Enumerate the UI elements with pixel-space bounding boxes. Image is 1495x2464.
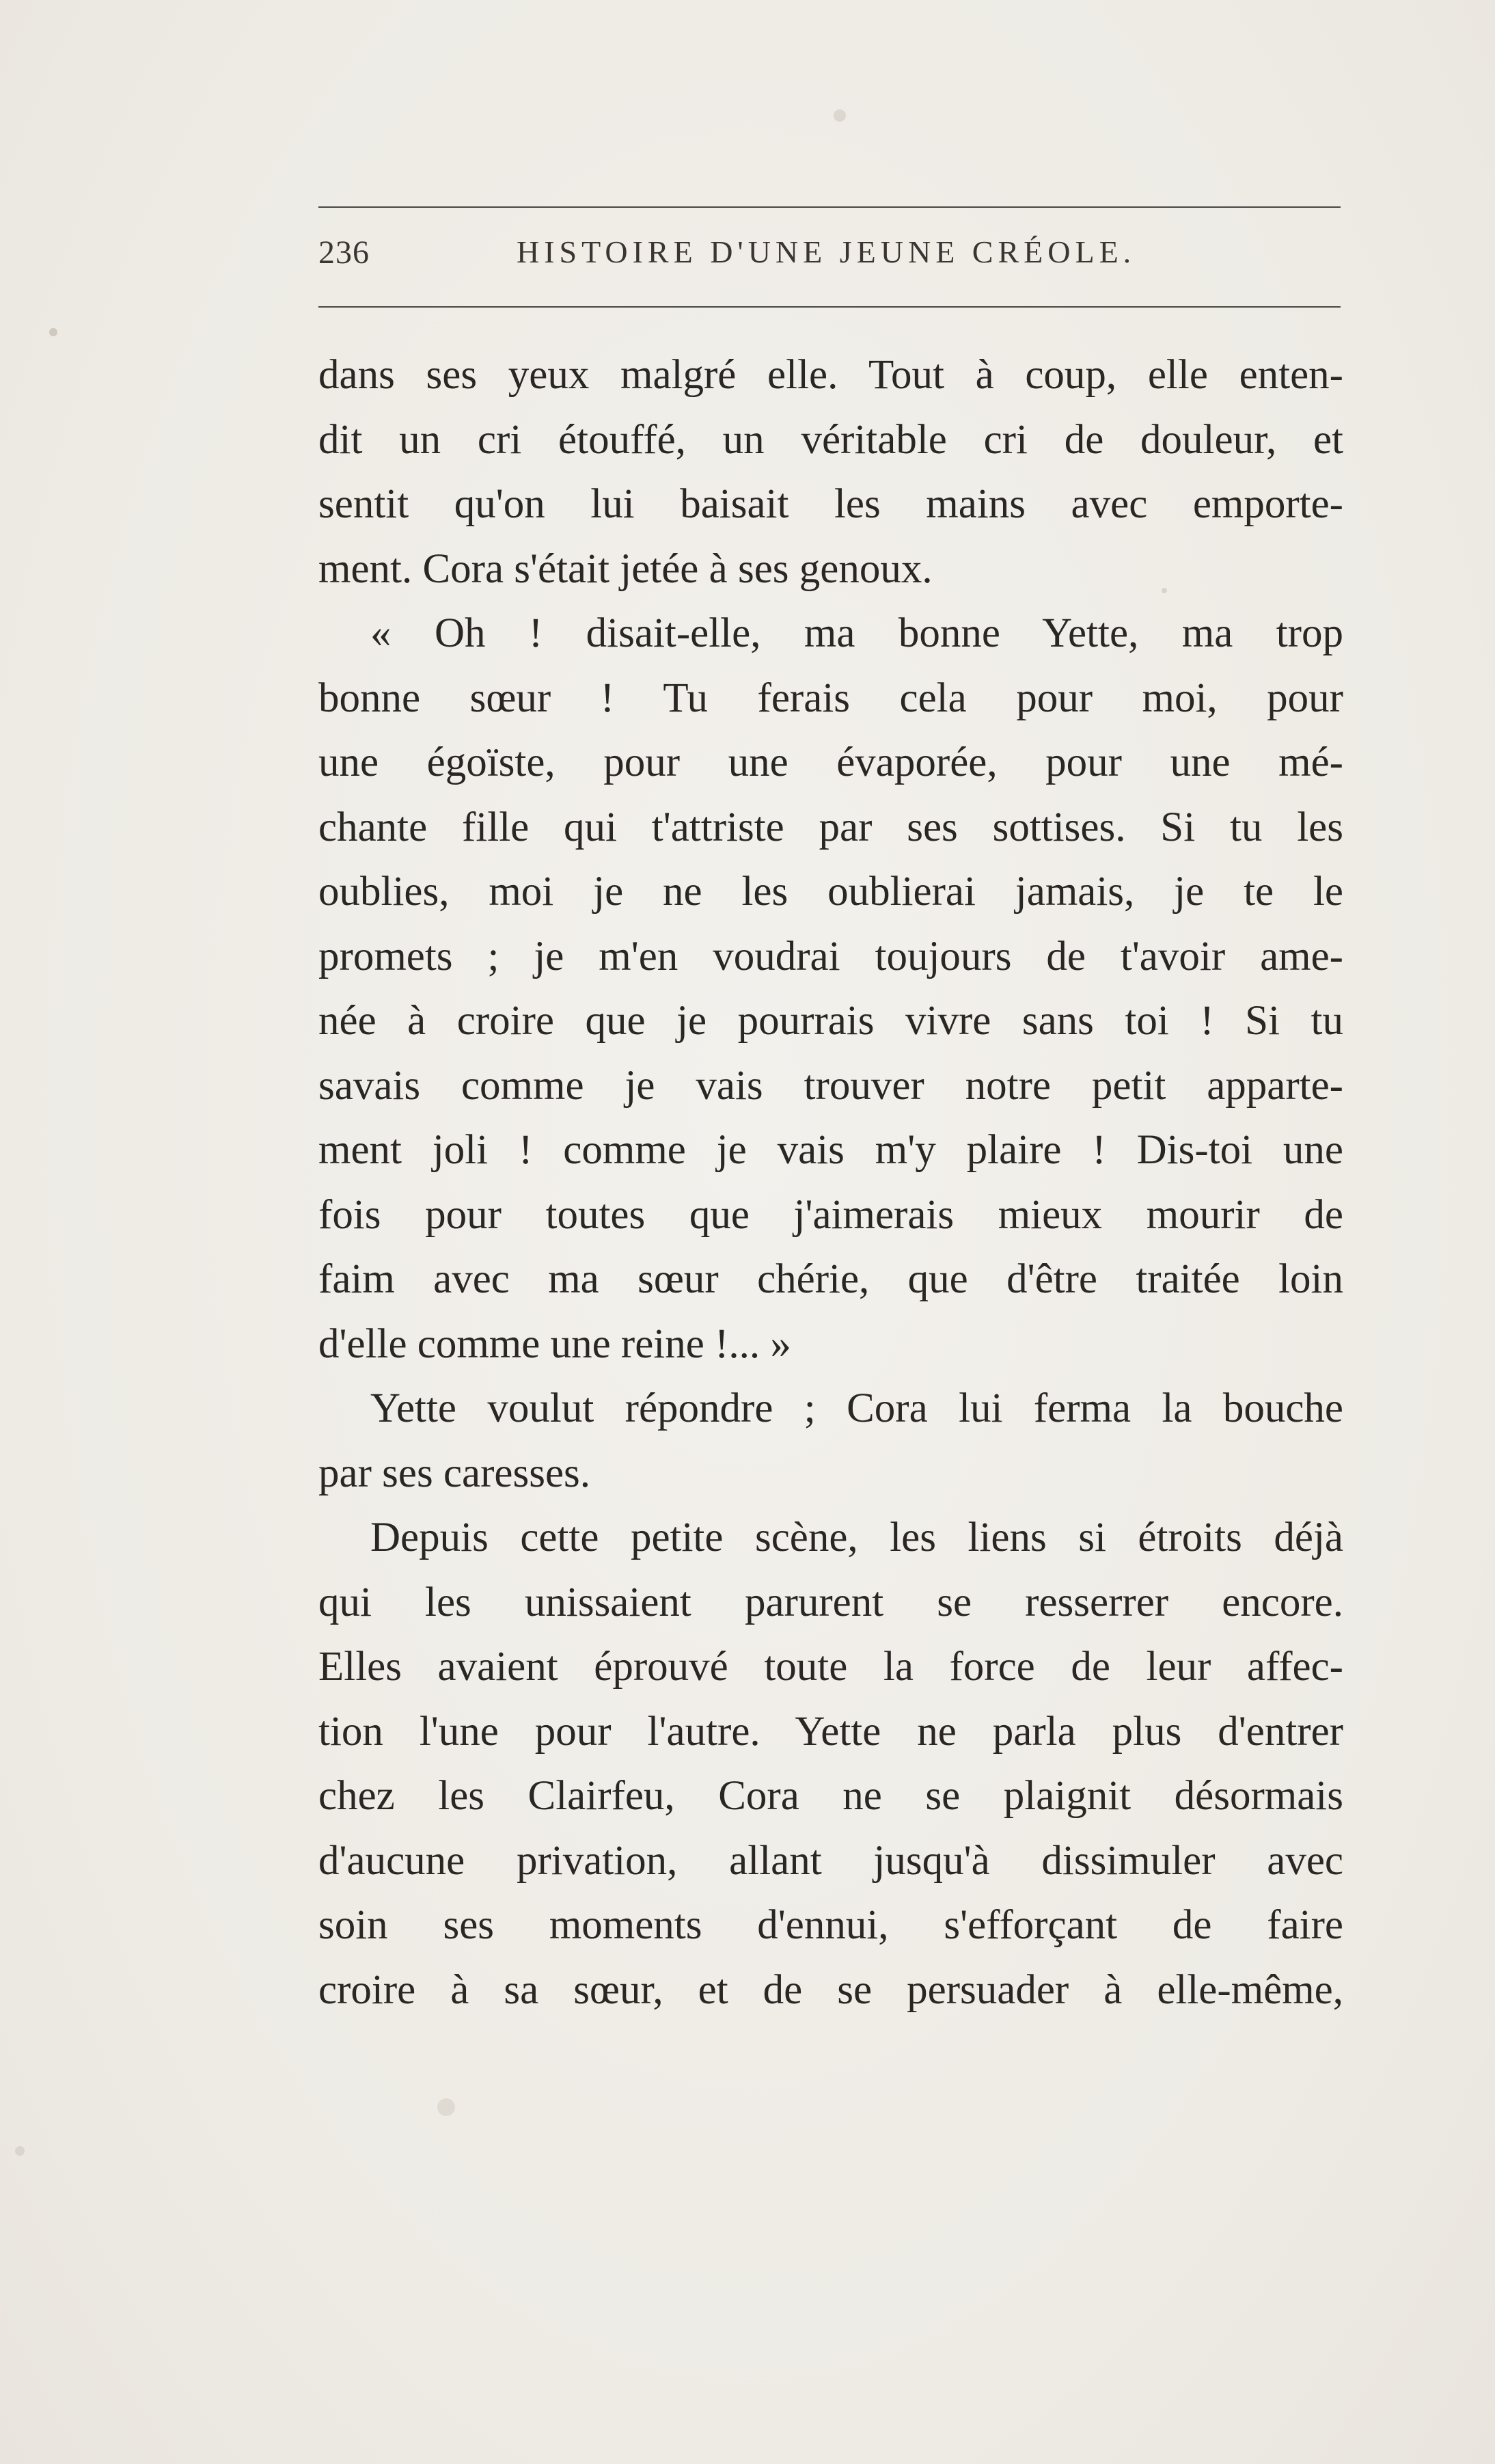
text-line: chante fille qui t'attriste par ses sottises. Si tu les xyxy=(318,804,1343,850)
paper-speck xyxy=(834,109,846,122)
text-line: soin ses moments d'ennui, s'efforçant de faire xyxy=(318,1902,1343,1948)
text-line: fois pour toutes que j'aimerais mieux mourir de xyxy=(318,1191,1343,1238)
text-line: croire à sa sœur, et de se persuader à elle-même, xyxy=(318,1966,1343,2013)
text-line: chez les Clairfeu, Cora ne se plaignit désormais xyxy=(318,1773,1343,1819)
text-line: « Oh ! disait-elle, ma bonne Yette, ma trop xyxy=(370,610,1343,656)
header-bottom-rule xyxy=(318,306,1341,308)
page-header xyxy=(318,234,1341,282)
text-line: dans ses yeux malgré elle. Tout à coup, elle enten- xyxy=(318,352,1343,398)
paper-speck xyxy=(437,2098,455,2116)
text-line: dit un cri étouffé, un véritable cri de douleur, et xyxy=(318,416,1343,463)
text-line: promets ; je m'en voudrai toujours de t'avoir ame- xyxy=(318,933,1343,979)
text-line: tion l'une pour l'autre. Yette ne parla plus d'entrer xyxy=(318,1708,1343,1755)
text-line: sentit qu'on lui baisait les mains avec emporte- xyxy=(318,481,1343,527)
text-line: oublies, moi je ne les oublierai jamais, je te le xyxy=(318,869,1343,915)
paper-speck xyxy=(49,328,57,336)
text-line: ment. Cora s'était jetée à ses genoux. xyxy=(318,545,933,592)
text-line: ment joli ! comme je vais m'y plaire ! Dis-toi une xyxy=(318,1127,1343,1173)
text-line: bonne sœur ! Tu ferais cela pour moi, pour xyxy=(318,675,1343,721)
text-line: faim avec ma sœur chérie, que d'être traitée loin xyxy=(318,1256,1343,1302)
text-line: qui les unissaient parurent se resserrer encore. xyxy=(318,1579,1343,1625)
running-title: HISTOIRE D'UNE JEUNE CRÉOLE. xyxy=(517,234,1136,269)
text-line: Yette voulut répondre ; Cora lui ferma la bouche xyxy=(370,1385,1343,1431)
text-line: d'aucune privation, allant jusqu'à dissimuler avec xyxy=(318,1837,1343,1884)
text-line: née à croire que je pourrais vivre sans toi ! Si tu xyxy=(318,998,1343,1044)
text-line: d'elle comme une reine !... » xyxy=(318,1321,791,1367)
text-line: Elles avaient éprouvé toute la force de leur affec- xyxy=(318,1644,1343,1690)
text-line: savais comme je vais trouver notre petit apparte- xyxy=(318,1062,1343,1109)
page-number: 236 xyxy=(318,234,370,271)
body-text xyxy=(318,343,1343,2022)
header-top-rule xyxy=(318,206,1341,208)
text-line: Depuis cette petite scène, les liens si étroits déjà xyxy=(370,1515,1343,1560)
text-line: une égoïste, pour une évaporée, pour une mé- xyxy=(318,740,1343,785)
text-line: par ses caresses. xyxy=(318,1450,591,1496)
paper-speck xyxy=(15,2146,25,2156)
